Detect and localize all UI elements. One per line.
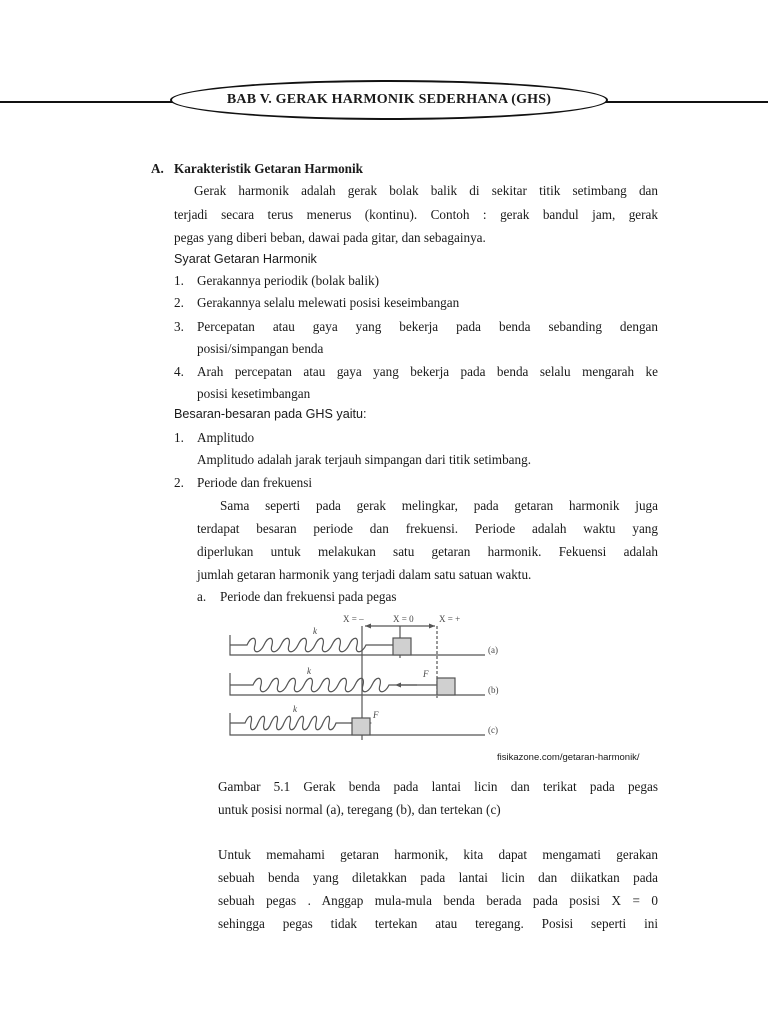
label-x-zero: X = 0 xyxy=(393,614,414,624)
figure-caption-line-1: Gambar 5.1 Gerak benda pada lantai licin dan terikat pada pegas xyxy=(218,779,658,794)
arrowhead-right xyxy=(429,624,435,629)
closing-line-1: Untuk memahami getaran harmonik, kita dapat mengamati gerakan xyxy=(218,847,658,862)
amplitudo-desc: Amplitudo adalah jarak terjauh simpangan dari titik setimbang. xyxy=(197,452,531,467)
figure-caption-line-2: untuk posisi normal (a), teregang (b), dan tertekan (c) xyxy=(218,802,501,817)
force-arrowhead-b xyxy=(395,683,401,688)
label-a: (a) xyxy=(488,645,498,655)
label-f-b: F xyxy=(423,669,429,679)
besaran-num-2: 2. xyxy=(174,475,184,490)
syarat-item-2: Gerakannya selalu melewati posisi keseimbangan xyxy=(197,295,460,310)
besaran-num-1: 1. xyxy=(174,430,184,445)
spring-c xyxy=(230,716,352,730)
periode-para-line-2: terdapat besaran periode dan frekuensi. Periode adalah waktu yang xyxy=(197,521,658,536)
chapter-title-oval xyxy=(170,80,608,120)
section-number: A. xyxy=(151,161,164,176)
block-c xyxy=(352,718,370,735)
syarat-num-3: 3. xyxy=(174,319,184,334)
section-title: Karakteristik Getaran Harmonik xyxy=(174,161,364,176)
syarat-num-1: 1. xyxy=(174,273,184,288)
label-k-c: k xyxy=(293,704,297,714)
syarat-item-3-line-1: Percepatan atau gaya yang bekerja pada benda sebanding dengan xyxy=(197,319,658,334)
label-x-minus: X = – xyxy=(343,614,364,624)
intro-line-1: Gerak harmonik adalah gerak bolak balik di sekitar titik setimbang dan xyxy=(194,183,658,198)
spring-figure xyxy=(225,610,515,745)
label-x-plus: X = + xyxy=(439,614,461,624)
closing-line-4: sehingga pegas tidak tertekan atau teregang. Posisi seperti ini xyxy=(218,916,658,931)
periode-para-line-3: diperlukan untuk melakukan satu getaran harmonik. Fekuensi adalah xyxy=(197,544,658,559)
besaran-heading: Besaran-besaran pada GHS yaitu: xyxy=(174,407,367,421)
sub-title-a: Periode dan frekuensi pada pegas xyxy=(220,589,397,604)
sub-num-a: a. xyxy=(197,589,207,604)
syarat-item-4-line-2: posisi kesetimbangan xyxy=(197,386,311,401)
amplitudo-title: Amplitudo xyxy=(197,430,255,445)
intro-line-3: pegas yang diberi beban, dawai pada gitar, dan sebagainya. xyxy=(174,230,486,245)
label-k-b: k xyxy=(307,666,311,676)
periode-title: Periode dan frekuensi xyxy=(197,475,312,490)
spring-a xyxy=(230,638,393,652)
block-b xyxy=(437,678,455,695)
label-b: (b) xyxy=(488,685,499,695)
intro-line-2: terjadi secara terus menerus (kontinu). Contoh : gerak bandul jam, gerak xyxy=(174,207,658,222)
chapter-title: BAB V. GERAK HARMONIK SEDERHANA (GHS) xyxy=(226,92,552,107)
syarat-num-2: 2. xyxy=(174,295,184,310)
label-c: (c) xyxy=(488,725,498,735)
periode-para-line-1: Sama seperti pada gerak melingkar, pada getaran harmonik juga xyxy=(220,498,658,513)
closing-line-3: sebuah pegas . Anggap mula-mula benda berada pada posisi X = 0 xyxy=(218,893,658,908)
figure-credit: fisikazone.com/getaran-harmonik/ xyxy=(497,752,640,763)
syarat-heading: Syarat Getaran Harmonik xyxy=(174,252,317,266)
label-k-a: k xyxy=(313,626,317,636)
arrowhead-left xyxy=(365,624,371,629)
syarat-item-1: Gerakannya periodik (bolak balik) xyxy=(197,273,379,288)
label-f-c: F xyxy=(373,710,379,720)
closing-line-2: sebuah benda yang diletakkan pada lantai licin dan diikatkan pada xyxy=(218,870,658,885)
periode-para-line-4: jumlah getaran harmonik yang terjadi dalam satu satuan waktu. xyxy=(197,567,532,582)
syarat-num-4: 4. xyxy=(174,364,184,379)
syarat-item-3-line-2: posisi/simpangan benda xyxy=(197,341,324,356)
block-a xyxy=(393,638,411,655)
syarat-item-4-line-1: Arah percepatan atau gaya yang bekerja pada benda selalu mengarah ke xyxy=(197,364,658,379)
